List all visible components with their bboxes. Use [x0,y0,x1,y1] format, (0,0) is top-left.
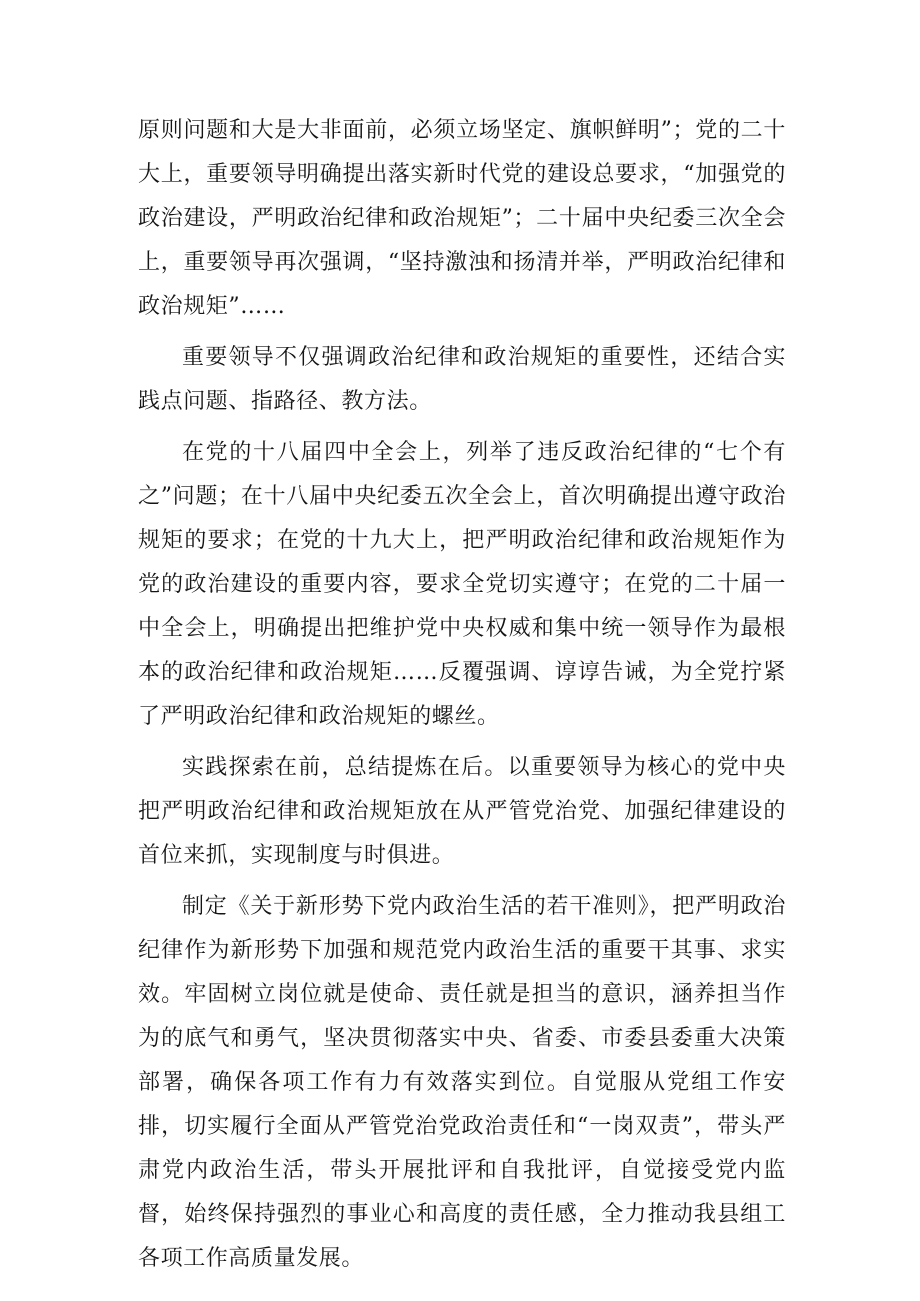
paragraph-regulations: 制定《关于新形势下党内政治生活的若干准则》，把严明政治纪律作为新形势下加强和规范党内政治生活的重要干其事、求实效。牢固树立岗位就是使命、责任就是担当的意识，涵养担当作为的底气和勇气，坚决贯彻落实中央、省委、市委县委重大决策部署，确保各项工作有力有效落实到位。自觉服从党组工作安排，切实履行全面从严管党治党政治责任和“一岗双责”，带头严肃党内政治生活，带头开展批评和自我批评，自觉接受党内监督，始终保持强烈的事业心和高度的责任感，全力推动我县组工各项工作高质量发展。 [138,894,786,1271]
paragraph-history: 在党的十八届四中全会上，列举了违反政治纪律的“七个有之”问题；在十八届中央纪委五次全会上，首次明确提出遵守政治规矩的要求；在党的十九大上，把严明政治纪律和政治规矩作为党的政治建设的重要内容，要求全党切实遵守；在党的二十届一中全会上，明确提出把维护党中央权威和集中统一领导作为最根本的政治纪律和政治规矩……反覆强调、谆谆告诫，为全党拧紧了严明政治纪律和政治规矩的螺丝。 [138,440,786,729]
paragraph-importance: 重要领导不仅强调政治纪律和政治规矩的重要性，还结合实践点问题、指路径、教方法。 [138,345,786,414]
paragraph-continued: 原则问题和大是大非面前，必须立场坚定、旗帜鲜明”；党的二十大上，重要领导明确提出落实新时代党的建设总要求，“加强党的政治建设，严明政治纪律和政治规矩”；二十届中央纪委三次全会上，重要领导再次强调，“坚持激浊和扬清并举，严明政治纪律和政治规矩”…… [138,118,786,319]
document-body [138,109,786,1288]
paragraph-practice: 实践探索在前，总结提炼在后。以重要领导为核心的党中央把严明政治纪律和政治规矩放在从严管党治党、加强纪律建设的首位来抓，实现制度与时俱进。 [138,755,786,868]
